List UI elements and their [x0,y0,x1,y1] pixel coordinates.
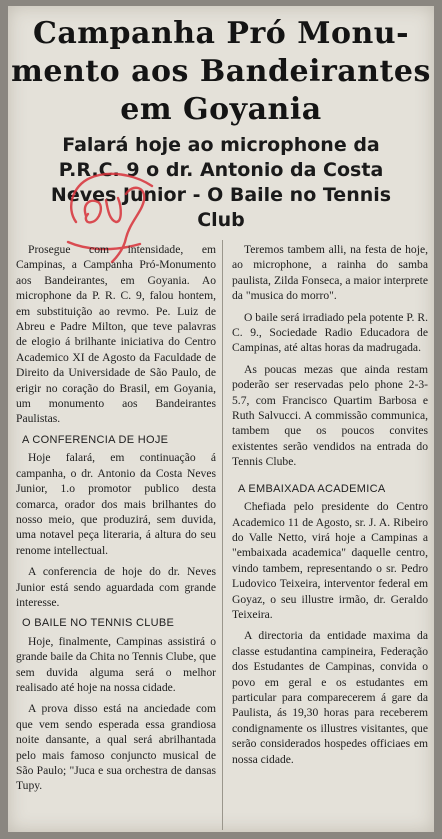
column-divider [222,240,223,830]
paragraph: A prova disso está na anciedade com que vem sendo esperada essa grandiosa noite dansante, a qual será abrilhantada pelo mais famoso conjuncto musical de São Paulo; "Juca e sua orchestra de dansas Tupy. [16,702,216,793]
subheadline-line-2: P.R.C. 9 o dr. Antonio da Costa [58,159,384,181]
paragraph: Chefiada pelo presidente do Centro Academico 11 de Agosto, sr. J. A. Ribeiro do Valle Netto, virá hoje a Campinas a "embaixada academica" daquelle centro, vindo tambem, representando o sr. Pedro Ludovico Teixeira, interventor federal em Goyaz, o seu illustre irmão, dr. Geraldo Teixeira. [232,500,428,621]
newspaper-clipping [8,6,434,832]
headline-line-3: em Goyania [120,92,322,127]
paragraph: As poucas mezas que ainda restam poderão ser reservadas pelo phone 2-3-5.7, com Francisco Quartim Barbosa e Ruth Salvucci. A commissão communica, tambem que os poucos convites existentes serão vendidos na entrada do Tennis Clube. [232,362,428,469]
section-heading: A EMBAIXADA ACADEMICA [238,482,386,495]
right-column [232,242,428,767]
paragraph: O baile será irradiado pela potente P. R. C. 9., Sociedade Radio Educadora de Campinas, até altas horas da madrugada. [232,310,428,355]
subheadline-line-1: Falará hoje ao microphone da [62,134,380,156]
paragraph: Hoje falará, em continuação á campanha, o dr. Antonio da Costa Neves Junior, 1.o promotor publico desta comarca, orador dos mais brilhantes do nosso meio, que produzirá, sem duvida, uma notavel peça literaria, á altura do seu renome intellectual. [16,451,216,557]
left-column [16,242,216,794]
paragraph: Prosegue com intensidade, em Campinas, a Campanha Pró-Monumento aos Bandeirantes, em Goyania. Ao microphone da P. R. C. 9, falou hontem, em substituição ao revmo. Pe. Luiz de Abreu e Padre Milton, que teve palavras de elogio á brilhante iniciativa do Centro Academico XI de Agosto da Faculdade de Direito da Universidade de São Paulo, de erigir no coração do Brasil, em Goyania, um monumento aos Bandeirantes Paulistas. [16,243,216,426]
subheadline-line-3: Neves Junior - O Baile no Tennis [50,184,392,206]
headline-line-2: mento aos Bandeirantes [11,54,431,89]
section-heading: A CONFERENCIA DE HOJE [22,433,169,446]
paragraph: Teremos tambem alli, na festa de hoje, ao microphone, a rainha do samba paulista, Zilda Fonseca, a maior interprete da "musica do morro". [232,243,428,303]
paragraph: A conferencia de hoje do dr. Neves Junior está sendo aguardada com grande interesse. [16,565,216,609]
subheadline-line-4: Club [197,209,245,231]
section-heading: O BAILE NO TENNIS CLUBE [22,617,175,630]
headline-line-1: Campanha Pró Monu- [32,16,410,51]
paragraph: Hoje, finalmente, Campinas assistirá o grande baile da Chita no Tennis Clube, que sem duvida alguma será o melhor realisado até hoje na nossa cidade. [16,634,216,694]
paragraph: A directoria da entidade maxima da classe estudantina campineira, Federação dos Estudantes de Campinas, convida o povo em geral e os estudantes em particular para comparecerem á gare da Paulista, ás 19,30 horas para receberem condignamente os illustres visitantes, que serão considerados hospedes officiaes em nossa cidade. [232,629,428,766]
